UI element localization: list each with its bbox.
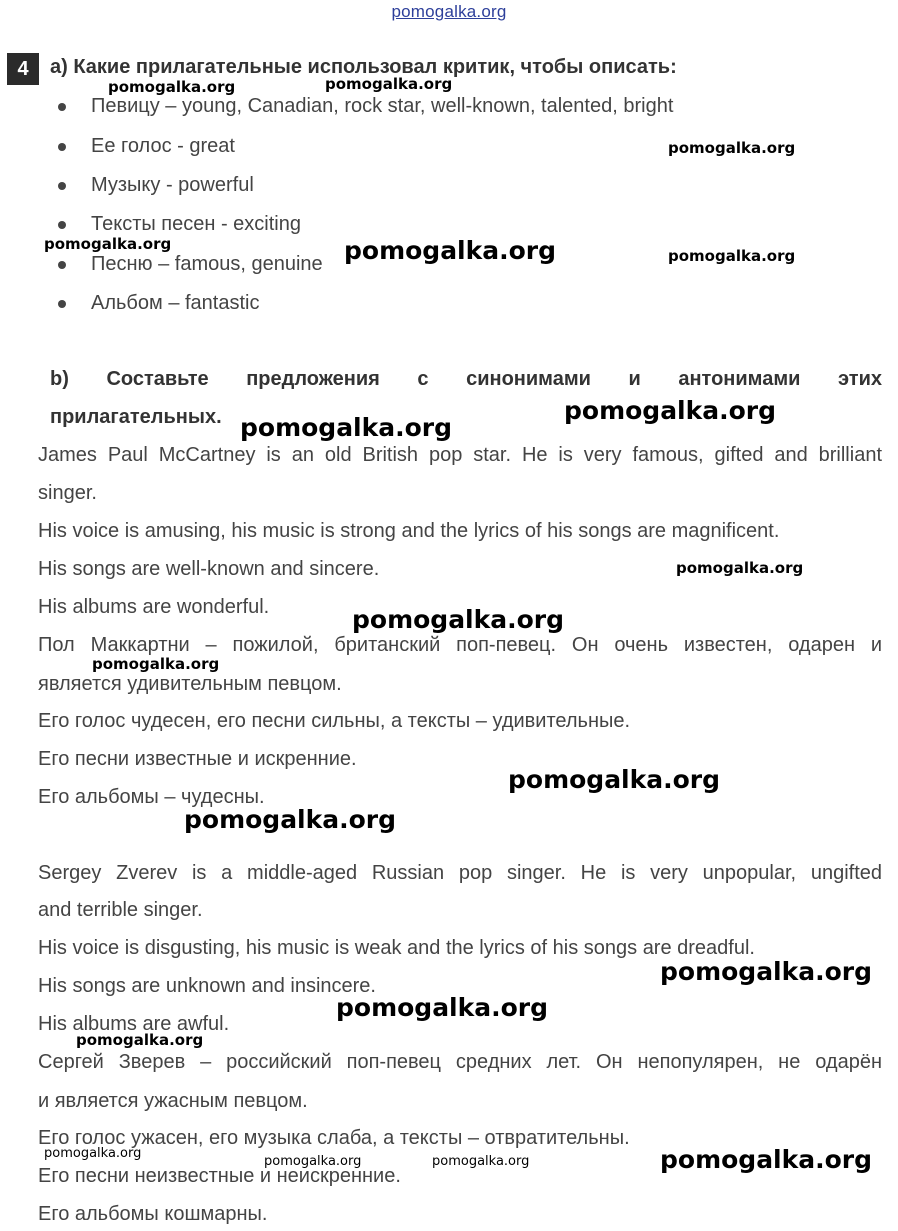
bullet-icon (58, 182, 66, 190)
text-line: His albums are wonderful. (38, 596, 270, 618)
part-b-heading-cont: прилагательных. (50, 406, 222, 428)
text-line: His songs are well-known and sincere. (38, 558, 380, 580)
list-item: Музыку - powerful (91, 174, 254, 196)
watermark: pomogalka.org (432, 1154, 530, 1169)
text-line: Его голос ужасен, его музыка слаба, а тексты – отвратительны. (38, 1127, 630, 1149)
text-line: и является ужасным певцом. (38, 1090, 308, 1112)
list-item: Певицу – young, Canadian, rock star, well-known, talented, bright (91, 95, 674, 117)
bullet-icon (58, 143, 66, 151)
exercise-number-badge: 4 (7, 53, 39, 85)
watermark: pomogalka.org (92, 655, 220, 673)
site-link[interactable]: pomogalka.org (391, 2, 507, 21)
part-a-heading: a) Какие прилагательные использовал критик, чтобы описать: (50, 56, 677, 78)
watermark: pomogalka.org (676, 559, 804, 577)
text-line: His voice is amusing, his music is strong and the lyrics of his songs are magnificent. (38, 520, 780, 542)
watermark: pomogalka.org (344, 236, 557, 265)
watermark: pomogalka.org (264, 1154, 362, 1169)
text-line: singer. (38, 482, 97, 504)
list-item: Тексты песен - exciting (91, 213, 301, 235)
list-item: Альбом – fantastic (91, 292, 260, 314)
text-line: Его песни известные и искренние. (38, 748, 357, 770)
bullet-icon (58, 261, 66, 269)
text-line: Его песни неизвестные и неискренние. (38, 1165, 401, 1187)
watermark: pomogalka.org (336, 993, 549, 1022)
watermark: pomogalka.org (44, 235, 172, 253)
watermark: pomogalka.org (660, 1145, 873, 1174)
watermark: pomogalka.org (352, 605, 565, 634)
text-line: Sergey Zverev is a middle-aged Russian pop singer. He is very unpopular, ungifted (38, 862, 882, 884)
watermark: pomogalka.org (44, 1146, 142, 1161)
watermark: pomogalka.org (564, 396, 777, 425)
watermark: pomogalka.org (668, 247, 796, 265)
watermark: pomogalka.org (184, 805, 397, 834)
list-item: Песню – famous, genuine (91, 253, 323, 275)
text-line: Его альбомы кошмарны. (38, 1203, 268, 1225)
part-b-heading: b) Составьте предложения с синонимами и антонимами этих (50, 368, 882, 390)
watermark: pomogalka.org (240, 413, 453, 442)
text-line: Его голос чудесен, его песни сильны, а тексты – удивительные. (38, 710, 631, 732)
watermark: pomogalka.org (660, 957, 873, 986)
bullet-icon (58, 103, 66, 111)
watermark: pomogalka.org (668, 139, 796, 157)
text-line: Пол Маккартни – пожилой, британский поп-певец. Он очень известен, одарен и (38, 634, 882, 656)
watermark: pomogalka.org (108, 78, 236, 96)
watermark: pomogalka.org (325, 75, 453, 93)
text-line: His albums are awful. (38, 1013, 230, 1035)
text-line: Его альбомы – чудесны. (38, 786, 265, 808)
list-item: Ее голос - great (91, 135, 235, 157)
bullet-icon (58, 221, 66, 229)
watermark: pomogalka.org (508, 765, 721, 794)
text-line: His voice is disgusting, his music is weak and the lyrics of his songs are dreadful. (38, 937, 755, 959)
bullet-icon (58, 300, 66, 308)
text-line: Сергей Зверев – российский поп-певец средних лет. Он непопулярен, не одарён (38, 1051, 882, 1073)
text-line: является удивительным певцом. (38, 673, 342, 695)
text-line: His songs are unknown and insincere. (38, 975, 376, 997)
text-line: and terrible singer. (38, 899, 203, 921)
text-line: James Paul McCartney is an old British pop star. He is very famous, gifted and brilliant (38, 444, 882, 466)
watermark: pomogalka.org (76, 1031, 204, 1049)
